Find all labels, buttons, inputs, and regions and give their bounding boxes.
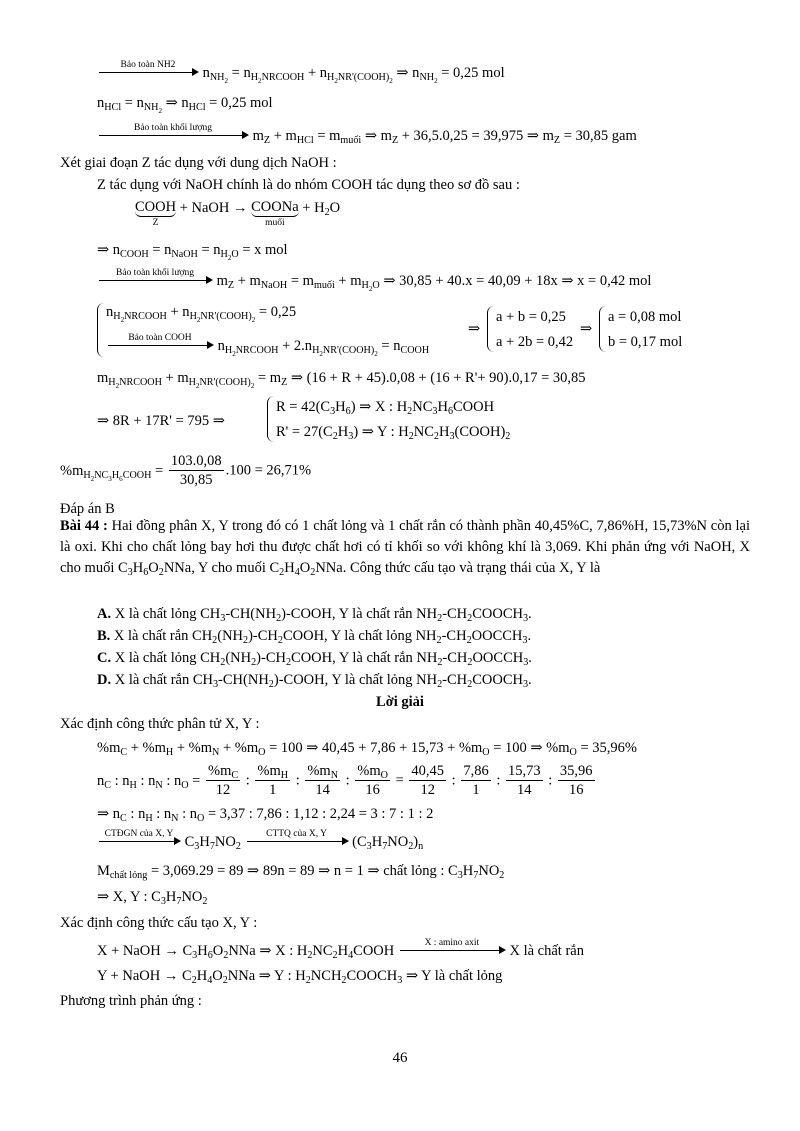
- solution-line: ⇒ 8R + 17R' = 795 ⇒: [97, 413, 225, 429]
- fraction: [206, 762, 240, 799]
- problem-statement: Bài 44 : Hai đồng phân X, Y trong đó có 1 chất lỏng và 1 chất rắn có thành phần 40,45%C, 7,86%H, 15,73%N còn lại là oxi. Khi cho chất lỏng bay hơi thu được chất hơi có tỉ khối so với không khí là 3,069. Khi phản ứng với NaOH, X cho muối $C_3H_6O_2NNa$, Y cho muối $C_2H_4O_2NNa$. Công thức cấu tạo và trạng thái của X, Y là: [60, 518, 750, 578]
- denominator: 16: [365, 782, 380, 798]
- solution-line: ⇒ X, Y : $C_3H_7NO_2$: [97, 889, 208, 907]
- section-text: Xác định công thức cấu tạo X, Y :: [60, 915, 258, 931]
- numerator: $\%m_C$: [207, 763, 239, 781]
- denominator: 1: [472, 782, 480, 798]
- fraction: [409, 762, 446, 799]
- solution-line: X + NaOH → $C_3H_6O_2NNa$ ⇒ X : $H_2NC_2H_4COOH$ X : amino axit X là chất rắn: [97, 938, 584, 961]
- solution-line: $\%m_C + \%m_H + \%m_N + \%m_O = 100$ ⇒ $40,45 + 7,86 + 15,73 + \%m_O = 100$ ⇒ $\%m_O = 35,96\%$: [97, 740, 637, 758]
- underbrace: COOH Z: [135, 199, 177, 228]
- option-a: A. X là chất lỏng $CH_3-CH(NH_2)$-COOH, Y là chất rắn $NH_2-CH_2COOCH_3$.: [97, 606, 532, 624]
- arrow: X : amino axit: [400, 950, 504, 951]
- answer-line: Đáp án B: [60, 501, 115, 517]
- fraction: [558, 762, 595, 799]
- denominator: 16: [568, 782, 584, 798]
- arrow: CTTQ của X, Y: [247, 841, 347, 842]
- solution-line: Bảo toàn NH2 $n_{NH_2} = n_{H_2NRCOOH} + n_{H_2NR'(COOH)_2}$ ⇒ $n_{NH_2} = 0,25$ mol: [97, 64, 505, 82]
- arrow: Bảo toàn khối lượng: [99, 280, 211, 281]
- arrow: Bảo toàn khối lượng: [99, 135, 247, 136]
- equation: a + 2b = 0,42: [496, 334, 574, 350]
- section-text: Z tác dụng với NaOH chính là do nhóm COOH tác dụng theo sơ đồ sau :: [97, 177, 520, 193]
- brace: [599, 306, 606, 352]
- fraction: [506, 762, 543, 799]
- equation: b = 0,17 mol: [608, 334, 683, 350]
- implies: ⇒: [468, 321, 481, 337]
- implies: ⇒: [580, 321, 593, 337]
- section-text: Phương trình phản ứng :: [60, 993, 202, 1009]
- denominator: 12: [420, 782, 435, 798]
- denominator: 1: [269, 782, 277, 798]
- solution-line: $M_{chất lỏng} = 3,069.29 = 89$ ⇒ 89n = 89 ⇒ n = 1 ⇒ chất lỏng : $C_3H_7NO_2$: [97, 863, 505, 881]
- numerator: 7,86: [463, 763, 489, 779]
- separator: :: [544, 772, 556, 789]
- solution-heading: Lời giải: [376, 694, 424, 710]
- separator: :: [448, 772, 460, 789]
- brace: [487, 306, 494, 352]
- numerator: 15,73: [507, 763, 541, 779]
- equation: Bảo toàn COOH $n_{H_2NRCOOH} + 2.n_{H_2NR'(COOH)_2} = n_{COOH}$: [106, 337, 429, 355]
- solution-line: ⇒ $n_{COOH} = n_{NaOH} = n_{H_2O} = x$ mol: [97, 242, 288, 262]
- solution-line: Bảo toàn khối lượng $m_Z + m_{NaOH} = m_{muối} + m_{H_2O}$ ⇒ 30,85 + 40.x = 40,09 + 18x ⇒ x = 0,42 mol: [97, 272, 651, 290]
- numerator: 40,45: [411, 763, 445, 779]
- separator: =: [391, 772, 408, 789]
- page-number: 46: [392, 1050, 408, 1066]
- solution-line: Bảo toàn khối lượng $m_Z + m_{HCl} = m_{muối}$ ⇒ $m_Z + 36,5.0,25 = 39,975$ ⇒ $m_Z = 30,85$ gam: [97, 127, 637, 145]
- brace: [267, 396, 274, 442]
- separator: :: [492, 772, 504, 789]
- numerator: $\%m_O$: [357, 763, 388, 781]
- solution-line: ⇒ $n_C$ : $n_H$ : $n_N$ : $n_O = 3,37$ : 7,86 : 1,12 : 2,24 = 3 : 7 : 1 : 2: [97, 806, 434, 824]
- solution-line: CTĐGN của X, Y $C_3H_7NO_2$ CTTQ của X, Y $(C_3H_7NO_2)_n$: [97, 833, 423, 851]
- fraction: [355, 762, 390, 799]
- fraction: $\frac{103.0,08}{30,85}$: [170, 453, 222, 488]
- solution-line: $n_{HCl} = n_{NH_2}$ ⇒ $n_{HCl} = 0,25$ mol: [97, 95, 273, 115]
- arrow: CTĐGN của X, Y: [99, 841, 179, 842]
- percentage-line: $\%m_{H_2NC_3H_6COOH}$ = $\frac{103.0,08}{30,85}$ .100 = 26,71%: [60, 453, 312, 488]
- numerator: 35,96: [559, 763, 593, 779]
- reaction-scheme: COOH Z + NaOH → COONa muối + $H_2O$: [135, 199, 341, 228]
- equation: $R' = 27(C_2H_3)$ ⇒ Y : $H_2NC_2H_3(COOH)_2$: [276, 424, 511, 442]
- fraction: [305, 762, 340, 799]
- separator: :: [342, 772, 354, 789]
- section-text: Xét giai đoạn Z tác dụng với dung dịch NaOH :: [60, 155, 337, 171]
- underbrace: COONa muối: [251, 199, 299, 228]
- separator: :: [242, 772, 254, 789]
- brace: [97, 303, 104, 357]
- solution-line: $m_{H_2NRCOOH} + m_{H_2NR'(COOH)_2} = m_Z$ ⇒ (16 + R + 45).0,08 + (16 + R'+ 90).0,17 = 30,85: [97, 370, 586, 390]
- option-b: B. X là chất rắn $CH_2(NH_2)-CH_2COOH$, Y là chất lỏng $NH_2-CH_2OOCCH_3$.: [97, 628, 532, 646]
- solution-line: Y + NaOH → $C_2H_4O_2NNa$ ⇒ Y : $H_2NCH_2COOCH_3$ ⇒ Y là chất lỏng: [97, 968, 503, 986]
- section-text: Xác định công thức phân tử X, Y :: [60, 716, 260, 732]
- equation: $n_{H_2NRCOOH} + n_{H_2NR'(COOH)_2} = 0,25$: [106, 304, 297, 324]
- ratio-line: $n_C$ : $n_H$ : $n_N$ : $n_O$ = $\frac{\%m_C}{12}$ : $\frac{\%m_H}{1}$ : $\frac{\%m_N}{14}$ : $\frac{\%m_O}{16}$ = $\frac{40,45}{12}$ : $\frac{7,86}{1}$ : $\frac{15,73}{14}$ : $\frac{35,96}{16}$: [97, 762, 597, 799]
- equation: $R = 42(C_3H_6)$ ⇒ X : $H_2NC_3H_6COOH$: [276, 399, 495, 417]
- equation: a = 0,08 mol: [608, 309, 682, 325]
- arrow: Bảo toàn COOH: [108, 345, 212, 346]
- arrow: Bảo toàn NH2: [99, 72, 197, 73]
- separator: :: [292, 772, 304, 789]
- fraction: [461, 762, 490, 799]
- option-c: C. X là chất lỏng $CH_2(NH_2)-CH_2COOH$, Y là chất rắn $NH_2-CH_2OOCCH_3$.: [97, 650, 532, 668]
- denominator: 14: [517, 782, 532, 798]
- fraction: [255, 762, 290, 799]
- numerator: $\%m_N$: [307, 763, 339, 781]
- denominator: 12: [215, 782, 231, 798]
- option-d: D. X là chất rắn $CH_3-CH(NH_2)$-COOH, Y là chất lỏng $NH_2-CH_2COOCH_3$.: [97, 672, 532, 690]
- equation: a + b = 0,25: [496, 309, 566, 325]
- numerator: $\%m_H$: [257, 763, 289, 781]
- denominator: 14: [315, 782, 330, 798]
